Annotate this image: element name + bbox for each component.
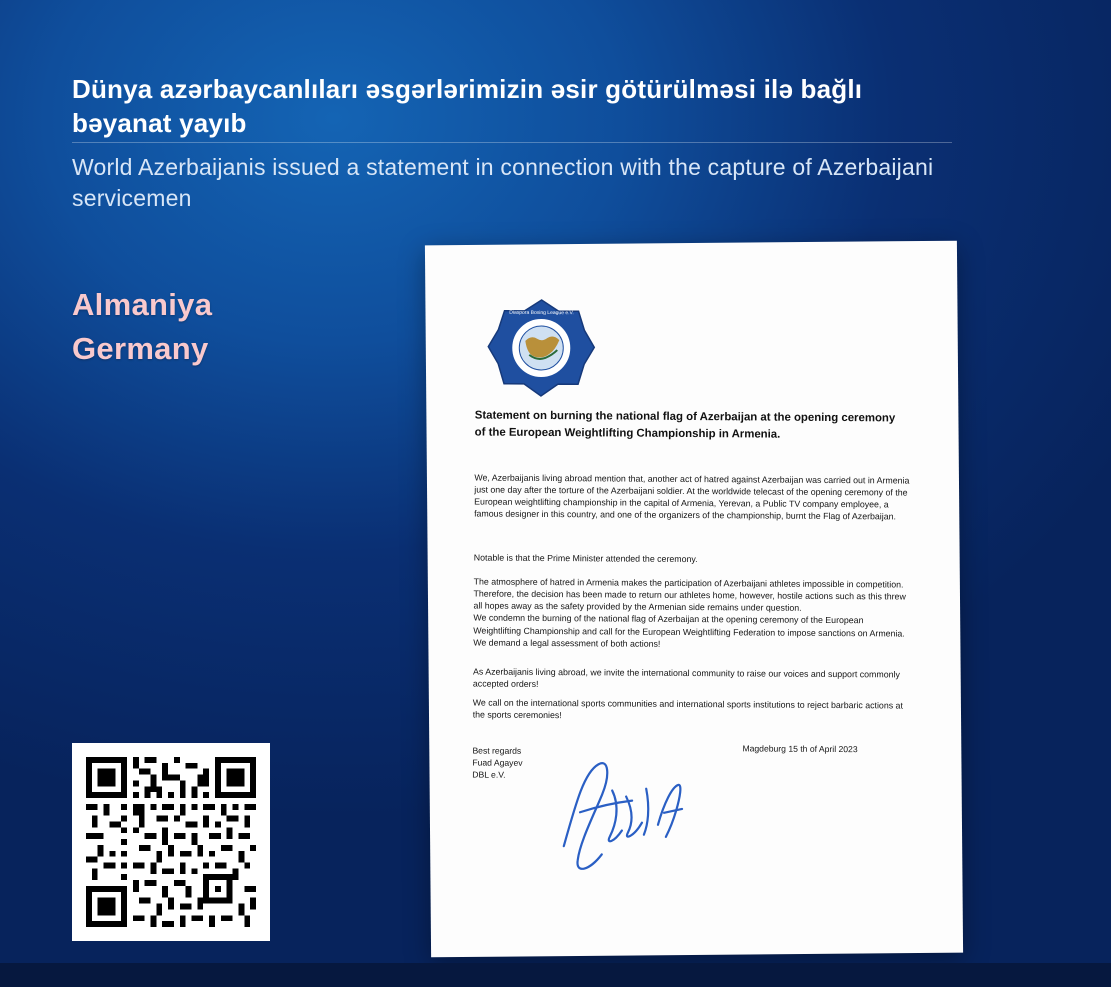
page-title: Dünya azərbaycanlıları əsgərlərimizin əsir götürülməsi ilə bağlı bəyanat yayıb [72,74,863,139]
organization-logo-icon [485,297,598,402]
qr-code-icon [86,757,256,927]
document-paragraph: The atmosphere of hatred in Armenia makes the participation of Azerbaijani athletes impossible in competition. Therefore, the decision has been made to return our athletes home, however, hostile actions such as this threw all hopes away as the safety provided by the Armenian side remains under question. We condemn the burning of the national flag of Azerbaijan at the opening ceremony of the European Weightlifting Championship and call for the European Weightlifting Federation to impose sanctions on Armenia. We demand a legal assessment of both actions! [473,576,906,649]
document-closing: Best regards Fuad Agayev DBL e.V. [472,745,523,781]
statement-document[interactable] [425,241,963,958]
qr-code[interactable] [72,743,270,941]
title-divider [72,142,952,143]
document-paragraph: We call on the international sports communities and international sports institutions to reject barbaric actions at the sports ceremonies! [472,697,903,721]
document-paragraph: Notable is that the Prime Minister attended the ceremony. [473,552,698,565]
document-paragraph: We, Azerbaijanis living abroad mention that, another act of hatred against Azerbaijan was carried out in Armenia just one day after the torture of the Azerbaijani soldier. At the worldwide telecast of the opening ceremony of the European weightlifting championship in the capital of Armenia, Yerevan, a Public TV company employee, a famous designer in this country, and one of the organizers of the championship, burnt the Flag of Azerbaijan. [474,472,910,522]
country-native: Almaniya [72,287,213,322]
document-place-date: Magdeburg 15 th of April 2023 [742,743,858,755]
page-subtitle: World Azerbaijanis issued a statement in connection with the capture of Azerbaijani servicemen [72,154,934,212]
svg-text:Diaspora Boxing League e.V.: Diaspora Boxing League e.V. [509,309,574,317]
signature-icon [550,750,731,881]
country-english: Germany [72,331,209,367]
country-label [72,283,212,371]
document-paragraph: As Azerbaijanis living abroad, we invite the international community to raise our voices and support commonly accepted orders! [472,666,900,690]
document-title: Statement on burning the national flag of Azerbaijan at the opening ceremony of the European Weightlifting Championship in Armenia. [474,409,896,441]
